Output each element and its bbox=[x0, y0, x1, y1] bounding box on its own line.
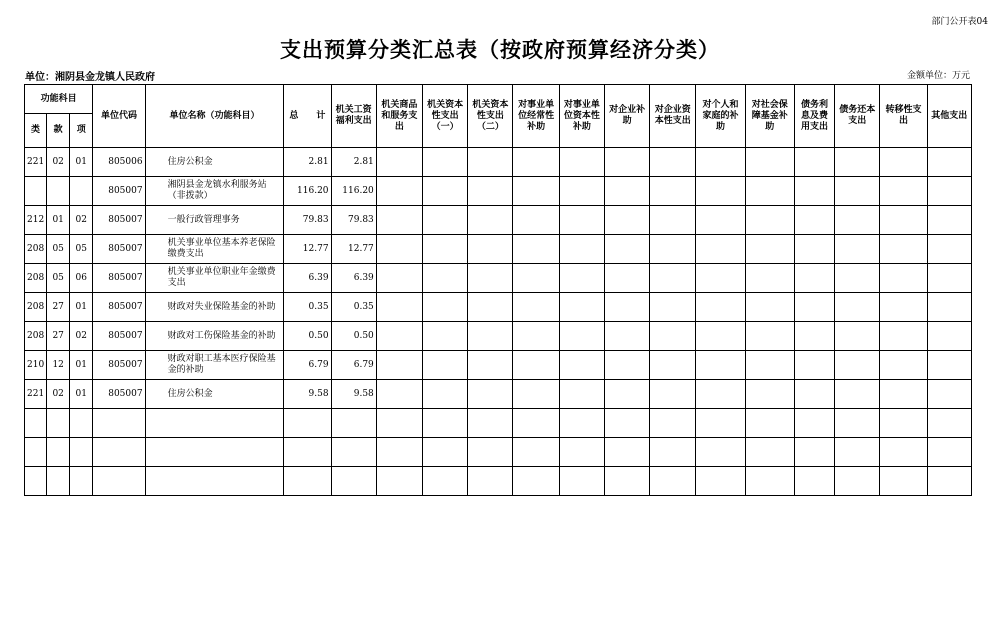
cell-empty bbox=[376, 148, 422, 177]
cell-unit-code: 805007 bbox=[93, 380, 145, 409]
cell-salary-welfare: 6.39 bbox=[331, 264, 376, 293]
cell-unit-code: 805007 bbox=[93, 351, 145, 380]
cell-empty bbox=[835, 322, 880, 351]
cell-empty bbox=[423, 177, 468, 206]
cell-lei: 208 bbox=[25, 235, 47, 264]
cell-empty bbox=[696, 409, 745, 438]
cell-kuan: 02 bbox=[47, 148, 70, 177]
cell-empty bbox=[927, 148, 971, 177]
cell-xiang bbox=[70, 177, 93, 206]
cell-empty bbox=[794, 380, 834, 409]
cell-empty bbox=[559, 380, 604, 409]
cell-kuan: 12 bbox=[47, 351, 70, 380]
cell-xiang: 01 bbox=[70, 380, 93, 409]
cell-salary-welfare: 9.58 bbox=[331, 380, 376, 409]
table-row bbox=[25, 148, 972, 177]
cell-empty bbox=[559, 409, 604, 438]
cell-empty bbox=[794, 351, 834, 380]
table-row bbox=[25, 409, 972, 438]
cell-empty bbox=[745, 235, 794, 264]
cell-empty bbox=[423, 409, 468, 438]
cell-lei: 221 bbox=[25, 380, 47, 409]
cell-empty bbox=[604, 206, 649, 235]
cell-empty bbox=[794, 206, 834, 235]
cell-empty bbox=[650, 264, 696, 293]
cell-empty bbox=[650, 467, 696, 496]
cell-unit-code: 805007 bbox=[93, 264, 145, 293]
cell-kuan: 05 bbox=[47, 235, 70, 264]
cell-kuan: 05 bbox=[47, 264, 70, 293]
unit-name-text: 住房公积金 bbox=[167, 156, 213, 167]
cell-empty bbox=[559, 148, 604, 177]
cell-empty bbox=[650, 235, 696, 264]
cell-empty bbox=[468, 438, 513, 467]
cell-empty bbox=[559, 177, 604, 206]
cell-empty bbox=[376, 322, 422, 351]
cell-unit-code: 805007 bbox=[93, 206, 145, 235]
header-economic-category: 对事业单位经常性补助 bbox=[513, 85, 559, 148]
cell-kuan: 02 bbox=[47, 380, 70, 409]
cell-empty bbox=[423, 351, 468, 380]
cell-empty bbox=[927, 409, 971, 438]
cell-empty bbox=[513, 264, 559, 293]
cell-salary-welfare: 79.83 bbox=[331, 206, 376, 235]
cell-empty bbox=[650, 380, 696, 409]
header-unit-code: 单位代码 bbox=[93, 85, 145, 148]
cell-salary-welfare: 12.77 bbox=[331, 235, 376, 264]
cell-unit-name bbox=[145, 177, 284, 206]
cell-empty bbox=[423, 467, 468, 496]
cell-empty bbox=[927, 438, 971, 467]
cell-unit-code: 805007 bbox=[93, 293, 145, 322]
expenditure-summary-table bbox=[24, 84, 972, 496]
header-economic-category: 其他支出 bbox=[927, 85, 971, 148]
cell-empty bbox=[423, 293, 468, 322]
cell-unit-code bbox=[93, 438, 145, 467]
cell-empty bbox=[794, 438, 834, 467]
cell-empty bbox=[696, 351, 745, 380]
cell-empty bbox=[794, 177, 834, 206]
cell-xiang bbox=[70, 409, 93, 438]
header-economic-category: 转移性支出 bbox=[880, 85, 927, 148]
table-row bbox=[25, 264, 972, 293]
cell-empty bbox=[604, 322, 649, 351]
header-economic-category: 机关商品和服务支出 bbox=[376, 85, 422, 148]
table-row bbox=[25, 380, 972, 409]
cell-empty bbox=[745, 293, 794, 322]
cell-total bbox=[284, 438, 331, 467]
cell-unit-name bbox=[145, 148, 284, 177]
unit-name-text: 湘阴县金龙镇水利服务站（非拨款） bbox=[167, 180, 267, 201]
cell-unit-name bbox=[145, 264, 284, 293]
cell-empty bbox=[376, 467, 422, 496]
cell-empty bbox=[794, 293, 834, 322]
cell-unit-name bbox=[145, 235, 284, 264]
cell-unit-name bbox=[145, 293, 284, 322]
header-economic-category: 机关资本性支出（一） bbox=[423, 85, 468, 148]
cell-lei bbox=[25, 177, 47, 206]
cell-empty bbox=[513, 438, 559, 467]
cell-unit-name bbox=[145, 438, 284, 467]
cell-empty bbox=[650, 177, 696, 206]
cell-empty bbox=[927, 380, 971, 409]
cell-empty bbox=[696, 206, 745, 235]
cell-empty bbox=[880, 322, 927, 351]
cell-empty bbox=[835, 264, 880, 293]
cell-xiang: 02 bbox=[70, 322, 93, 351]
cell-empty bbox=[423, 380, 468, 409]
cell-lei bbox=[25, 438, 47, 467]
cell-empty bbox=[794, 409, 834, 438]
cell-empty bbox=[423, 322, 468, 351]
page-title: 支出预算分类汇总表（按政府预算经济分类） bbox=[280, 37, 720, 62]
cell-empty bbox=[376, 293, 422, 322]
table-row bbox=[25, 206, 972, 235]
cell-empty bbox=[468, 206, 513, 235]
cell-empty bbox=[468, 235, 513, 264]
cell-empty bbox=[423, 438, 468, 467]
cell-empty bbox=[745, 351, 794, 380]
cell-total: 116.20 bbox=[284, 177, 331, 206]
cell-empty bbox=[650, 351, 696, 380]
cell-empty bbox=[513, 148, 559, 177]
cell-unit-code bbox=[93, 467, 145, 496]
cell-empty bbox=[745, 409, 794, 438]
cell-empty bbox=[604, 293, 649, 322]
unit-name-text: 机关事业单位基本养老保险缴费支出 bbox=[167, 238, 276, 259]
reporting-unit: 单位：湘阴县金龙镇人民政府 bbox=[25, 72, 155, 83]
header-lei: 类 bbox=[25, 114, 47, 148]
cell-empty bbox=[927, 351, 971, 380]
cell-xiang: 05 bbox=[70, 235, 93, 264]
cell-empty bbox=[927, 206, 971, 235]
cell-empty bbox=[513, 206, 559, 235]
table-row bbox=[25, 322, 972, 351]
unit-name-text: 财政对职工基本医疗保险基金的补助 bbox=[167, 354, 276, 375]
cell-lei bbox=[25, 409, 47, 438]
cell-total: 0.35 bbox=[284, 293, 331, 322]
cell-kuan bbox=[47, 177, 70, 206]
table-row bbox=[25, 438, 972, 467]
cell-empty bbox=[376, 409, 422, 438]
cell-empty bbox=[880, 409, 927, 438]
header-economic-category: 对事业单位资本性补助 bbox=[559, 85, 604, 148]
table-row bbox=[25, 293, 972, 322]
unit-name-text: 一般行政管理事务 bbox=[167, 214, 240, 225]
cell-kuan bbox=[47, 438, 70, 467]
cell-kuan: 27 bbox=[47, 293, 70, 322]
cell-empty bbox=[696, 438, 745, 467]
cell-total bbox=[284, 409, 331, 438]
cell-empty bbox=[794, 235, 834, 264]
cell-empty bbox=[423, 264, 468, 293]
cell-empty bbox=[468, 322, 513, 351]
cell-empty bbox=[835, 206, 880, 235]
cell-empty bbox=[794, 322, 834, 351]
cell-unit-code: 805007 bbox=[93, 322, 145, 351]
cell-salary-welfare: 0.35 bbox=[331, 293, 376, 322]
cell-unit-code: 805007 bbox=[93, 177, 145, 206]
cell-empty bbox=[696, 177, 745, 206]
cell-empty bbox=[927, 235, 971, 264]
cell-unit-name bbox=[145, 206, 284, 235]
cell-kuan: 27 bbox=[47, 322, 70, 351]
cell-empty bbox=[927, 293, 971, 322]
amount-unit: 金额单位：万元 bbox=[906, 71, 970, 81]
cell-salary-welfare: 6.79 bbox=[331, 351, 376, 380]
cell-empty bbox=[927, 467, 971, 496]
cell-empty bbox=[745, 264, 794, 293]
cell-empty bbox=[794, 148, 834, 177]
cell-xiang bbox=[70, 438, 93, 467]
cell-lei: 212 bbox=[25, 206, 47, 235]
cell-empty bbox=[513, 293, 559, 322]
table-row bbox=[25, 235, 972, 264]
header-economic-category: 机关工资福利支出 bbox=[331, 85, 376, 148]
cell-lei bbox=[25, 467, 47, 496]
header-economic-category: 债务利息及费用支出 bbox=[794, 85, 834, 148]
cell-empty bbox=[559, 293, 604, 322]
cell-unit-name bbox=[145, 322, 284, 351]
cell-empty bbox=[835, 467, 880, 496]
cell-salary-welfare: 2.81 bbox=[331, 148, 376, 177]
cell-empty bbox=[835, 380, 880, 409]
cell-salary-welfare bbox=[331, 409, 376, 438]
cell-empty bbox=[604, 235, 649, 264]
cell-empty bbox=[513, 177, 559, 206]
cell-empty bbox=[604, 380, 649, 409]
cell-kuan: 01 bbox=[47, 206, 70, 235]
header-economic-category: 对个人和家庭的补助 bbox=[696, 85, 745, 148]
header-xiang: 项 bbox=[70, 114, 93, 148]
unit-name-text: 机关事业单位职业年金缴费支出 bbox=[167, 267, 276, 288]
cell-empty bbox=[696, 235, 745, 264]
cell-empty bbox=[696, 293, 745, 322]
cell-empty bbox=[468, 293, 513, 322]
unit-name-text: 住房公积金 bbox=[167, 388, 213, 399]
cell-empty bbox=[835, 438, 880, 467]
cell-empty bbox=[696, 322, 745, 351]
cell-empty bbox=[423, 235, 468, 264]
cell-xiang: 01 bbox=[70, 293, 93, 322]
cell-total: 0.50 bbox=[284, 322, 331, 351]
cell-empty bbox=[650, 409, 696, 438]
cell-salary-welfare bbox=[331, 467, 376, 496]
cell-salary-welfare: 0.50 bbox=[331, 322, 376, 351]
cell-kuan bbox=[47, 409, 70, 438]
cell-empty bbox=[745, 322, 794, 351]
header-economic-category: 对企业资本性支出 bbox=[650, 85, 696, 148]
cell-empty bbox=[604, 264, 649, 293]
cell-empty bbox=[880, 380, 927, 409]
cell-empty bbox=[468, 264, 513, 293]
cell-empty bbox=[927, 177, 971, 206]
cell-lei: 210 bbox=[25, 351, 47, 380]
cell-empty bbox=[376, 235, 422, 264]
cell-empty bbox=[604, 148, 649, 177]
table-row bbox=[25, 351, 972, 380]
cell-empty bbox=[559, 264, 604, 293]
cell-empty bbox=[604, 409, 649, 438]
cell-unit-name bbox=[145, 409, 284, 438]
cell-empty bbox=[559, 322, 604, 351]
cell-total: 79.83 bbox=[284, 206, 331, 235]
cell-empty bbox=[513, 351, 559, 380]
cell-unit-name bbox=[145, 380, 284, 409]
document-number: 部门公开表04 bbox=[931, 17, 988, 27]
cell-empty bbox=[835, 235, 880, 264]
header-economic-category: 机关资本性支出（二） bbox=[468, 85, 513, 148]
cell-kuan bbox=[47, 467, 70, 496]
cell-empty bbox=[835, 293, 880, 322]
cell-unit-name bbox=[145, 467, 284, 496]
cell-unit-code: 805006 bbox=[93, 148, 145, 177]
cell-total bbox=[284, 467, 331, 496]
table-body bbox=[25, 148, 972, 496]
cell-total: 6.79 bbox=[284, 351, 331, 380]
cell-empty bbox=[745, 148, 794, 177]
cell-empty bbox=[696, 148, 745, 177]
cell-empty bbox=[468, 409, 513, 438]
cell-empty bbox=[880, 293, 927, 322]
cell-empty bbox=[835, 148, 880, 177]
cell-unit-code bbox=[93, 409, 145, 438]
cell-empty bbox=[880, 264, 927, 293]
cell-xiang: 02 bbox=[70, 206, 93, 235]
cell-empty bbox=[745, 438, 794, 467]
cell-empty bbox=[604, 177, 649, 206]
cell-empty bbox=[835, 409, 880, 438]
cell-empty bbox=[835, 351, 880, 380]
header-function-subject: 功能科目 bbox=[25, 85, 93, 114]
cell-xiang: 06 bbox=[70, 264, 93, 293]
cell-empty bbox=[745, 177, 794, 206]
cell-empty bbox=[604, 351, 649, 380]
cell-total: 2.81 bbox=[284, 148, 331, 177]
cell-xiang: 01 bbox=[70, 148, 93, 177]
cell-empty bbox=[513, 467, 559, 496]
cell-empty bbox=[880, 467, 927, 496]
cell-empty bbox=[468, 467, 513, 496]
unit-name-text: 财政对工伤保险基金的补助 bbox=[167, 330, 276, 341]
cell-empty bbox=[696, 380, 745, 409]
header-kuan: 款 bbox=[47, 114, 70, 148]
cell-empty bbox=[423, 148, 468, 177]
cell-empty bbox=[513, 380, 559, 409]
cell-empty bbox=[650, 322, 696, 351]
cell-empty bbox=[468, 351, 513, 380]
cell-empty bbox=[696, 264, 745, 293]
cell-empty bbox=[650, 438, 696, 467]
header-unit-name: 单位名称（功能科目） bbox=[145, 85, 284, 148]
header-total: 总 计 bbox=[284, 85, 331, 148]
cell-empty bbox=[559, 467, 604, 496]
cell-empty bbox=[423, 206, 468, 235]
cell-total: 6.39 bbox=[284, 264, 331, 293]
cell-empty bbox=[927, 264, 971, 293]
table-row bbox=[25, 467, 972, 496]
cell-empty bbox=[559, 438, 604, 467]
cell-total: 9.58 bbox=[284, 380, 331, 409]
cell-salary-welfare: 116.20 bbox=[331, 177, 376, 206]
cell-total: 12.77 bbox=[284, 235, 331, 264]
cell-empty bbox=[745, 380, 794, 409]
cell-unit-code: 805007 bbox=[93, 235, 145, 264]
unit-name-text: 财政对失业保险基金的补助 bbox=[167, 301, 276, 312]
cell-empty bbox=[468, 148, 513, 177]
cell-empty bbox=[696, 467, 745, 496]
cell-empty bbox=[880, 177, 927, 206]
cell-empty bbox=[559, 235, 604, 264]
cell-empty bbox=[376, 351, 422, 380]
cell-empty bbox=[604, 467, 649, 496]
cell-empty bbox=[835, 177, 880, 206]
cell-lei: 208 bbox=[25, 264, 47, 293]
cell-empty bbox=[927, 322, 971, 351]
cell-lei: 208 bbox=[25, 322, 47, 351]
cell-salary-welfare bbox=[331, 438, 376, 467]
header-economic-category: 对企业补助 bbox=[604, 85, 649, 148]
cell-empty bbox=[559, 206, 604, 235]
cell-empty bbox=[650, 148, 696, 177]
cell-empty bbox=[650, 293, 696, 322]
cell-empty bbox=[794, 467, 834, 496]
cell-empty bbox=[376, 177, 422, 206]
cell-empty bbox=[559, 351, 604, 380]
cell-empty bbox=[880, 206, 927, 235]
cell-empty bbox=[513, 322, 559, 351]
cell-empty bbox=[604, 438, 649, 467]
cell-lei: 221 bbox=[25, 148, 47, 177]
table-row bbox=[25, 177, 972, 206]
cell-empty bbox=[513, 409, 559, 438]
cell-empty bbox=[650, 206, 696, 235]
cell-empty bbox=[376, 264, 422, 293]
cell-empty bbox=[880, 351, 927, 380]
cell-lei: 208 bbox=[25, 293, 47, 322]
cell-empty bbox=[376, 438, 422, 467]
cell-empty bbox=[513, 235, 559, 264]
cell-empty bbox=[468, 380, 513, 409]
cell-empty bbox=[880, 148, 927, 177]
cell-empty bbox=[880, 438, 927, 467]
cell-empty bbox=[745, 467, 794, 496]
cell-empty bbox=[794, 264, 834, 293]
cell-empty bbox=[880, 235, 927, 264]
cell-empty bbox=[745, 206, 794, 235]
cell-xiang bbox=[70, 467, 93, 496]
header-economic-category: 对社会保障基金补助 bbox=[745, 85, 794, 148]
header-economic-category: 债务还本支出 bbox=[835, 85, 880, 148]
cell-unit-name bbox=[145, 351, 284, 380]
cell-xiang: 01 bbox=[70, 351, 93, 380]
cell-empty bbox=[468, 177, 513, 206]
cell-empty bbox=[376, 206, 422, 235]
cell-empty bbox=[376, 380, 422, 409]
